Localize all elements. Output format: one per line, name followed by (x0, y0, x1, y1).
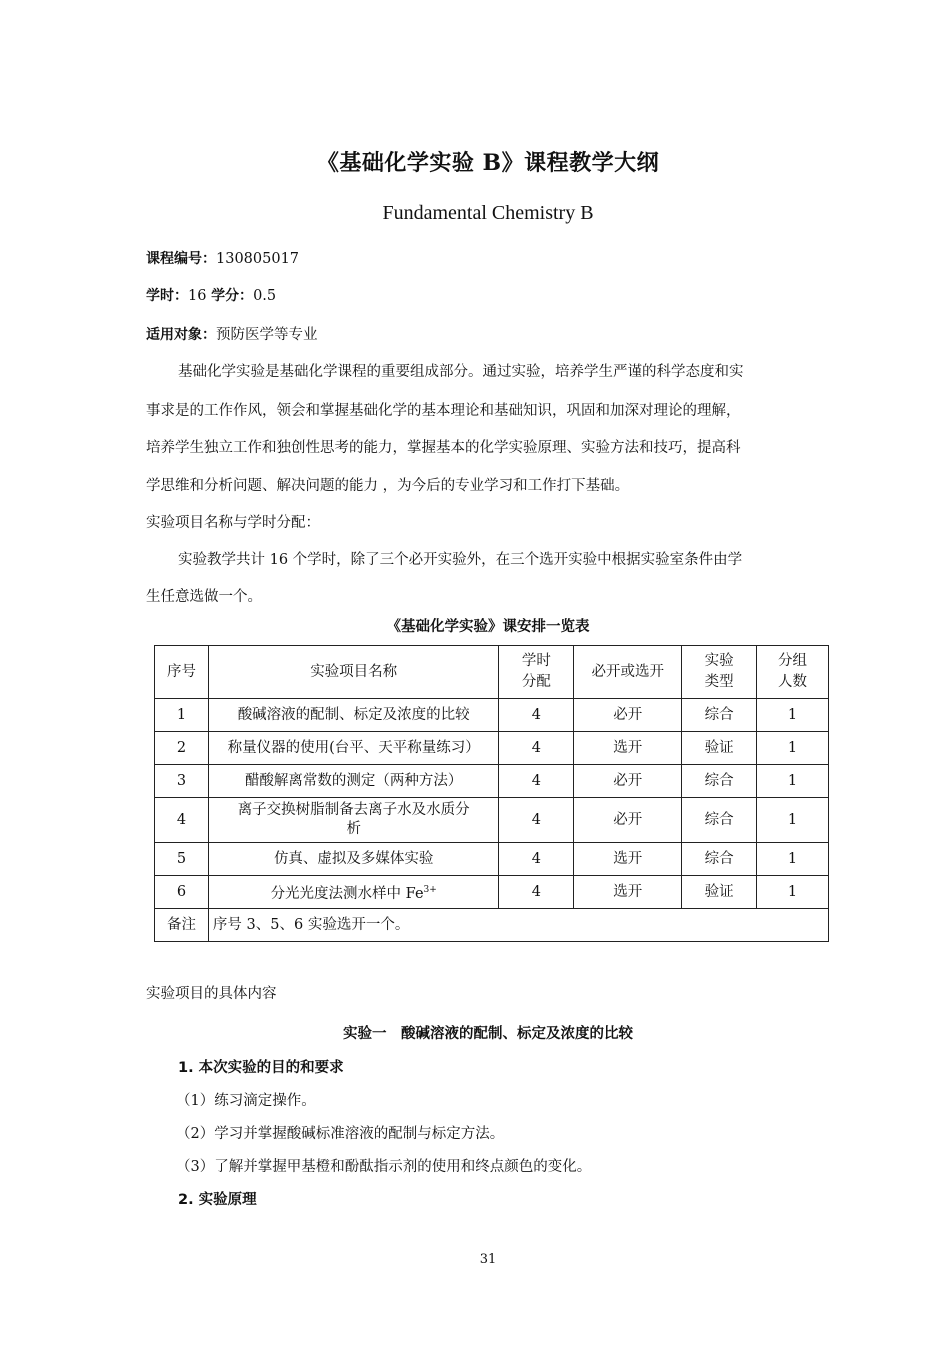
cell-type: 综合 (682, 765, 757, 798)
cell-required: 选开 (574, 876, 682, 909)
hours-credit-line (146, 285, 276, 305)
cell-hours: 4 (499, 798, 574, 843)
target-label: 适用对象： (146, 327, 216, 343)
note-text: 序号 3、5、6 实验选开一个。 (208, 909, 828, 942)
course-code-value: 130805017 (216, 251, 300, 267)
content-heading: 实验项目的具体内容 (146, 986, 277, 1002)
cell-type: 综合 (682, 798, 757, 843)
cell-hours: 4 (499, 765, 574, 798)
schedule-table (154, 645, 829, 942)
experiment-1-title: 实验一 酸碱溶液的配制、标定及浓度的比较 (343, 1026, 633, 1042)
table-row (155, 843, 829, 876)
header-group: 分组 人数 (757, 646, 829, 699)
cell-no: 1 (155, 699, 209, 732)
cell-group: 1 (757, 732, 829, 765)
cell-required: 选开 (574, 843, 682, 876)
cell-group: 1 (757, 798, 829, 843)
cell-group: 1 (757, 699, 829, 732)
cell-required: 必开 (574, 798, 682, 843)
table-header-row (155, 646, 829, 699)
exp1-section-2: 2. 实验原理 (178, 1192, 257, 1208)
cell-hours: 4 (499, 843, 574, 876)
cell-hours: 4 (499, 876, 574, 909)
cell-name: 仿真、虚拟及多媒体实验 (208, 843, 499, 876)
page-title: 《基础化学实验 B》课程教学大纲 (316, 150, 660, 176)
target-value: 预防医学等专业 (216, 327, 318, 343)
cell-group: 1 (757, 765, 829, 798)
cell-no: 4 (155, 798, 209, 843)
cell-name: 分光光度法测水样中 $Fe^{3+}$ (208, 876, 499, 909)
cell-name: 离子交换树脂制备去离子水及水质分 析 (208, 798, 499, 843)
exp1-section-1: 1. 本次实验的目的和要求 (178, 1060, 344, 1076)
table-note-row (155, 909, 829, 942)
course-code-line (146, 248, 299, 268)
cell-hours: 4 (499, 699, 574, 732)
exp1-item-1: （1）练习滴定操作。 (176, 1093, 316, 1109)
cell-no: 5 (155, 843, 209, 876)
table-row (155, 732, 829, 765)
cell-required: 必开 (574, 699, 682, 732)
cell-group: 1 (757, 843, 829, 876)
table-row (155, 765, 829, 798)
alloc-heading: 实验项目名称与学时分配： (146, 515, 320, 531)
cell-name: 酸碱溶液的配制、标定及浓度的比较 (208, 699, 499, 732)
exp1-item-3: （3）了解并掌握甲基橙和酚酞指示剂的使用和终点颜色的变化。 (176, 1159, 592, 1175)
cell-type: 综合 (682, 843, 757, 876)
cell-no: 2 (155, 732, 209, 765)
cell-type: 验证 (682, 732, 757, 765)
cell-type: 验证 (682, 876, 757, 909)
page-number: 31 (479, 1252, 497, 1267)
hours-value: 16 (188, 288, 207, 304)
cell-name: 称量仪器的使用(台平、天平称量练习） (208, 732, 499, 765)
course-code-label: 课程编号： (146, 251, 216, 267)
hours-label: 学时： (146, 288, 188, 304)
credit-label: 学分： (211, 288, 254, 304)
intro-line-4: 学思维和分析问题、解决问题的能力 ，为今后的专业学习和工作打下基础。 (146, 478, 630, 494)
cell-hours: 4 (499, 732, 574, 765)
target-line (146, 323, 318, 344)
intro-line-1: 基础化学实验是基础化学课程的重要组成部分。通过实验，培养学生严谨的科学态度和实 (178, 364, 744, 380)
header-type: 实验 类型 (682, 646, 757, 699)
table-row (155, 699, 829, 732)
exp1-item-2: （2）学习并掌握酸碱标准溶液的配制与标定方法。 (176, 1126, 505, 1142)
cell-required: 选开 (574, 732, 682, 765)
cell-no: 6 (155, 876, 209, 909)
table-title: 《基础化学实验》课安排一览表 (386, 619, 590, 635)
cell-type: 综合 (682, 699, 757, 732)
intro-line-3: 培养学生独立工作和独创性思考的能力，掌握基本的化学实验原理、实验方法和技巧，提高科 (146, 440, 741, 456)
cell-required: 必开 (574, 765, 682, 798)
cell-name: 醋酸解离常数的测定（两种方法） (208, 765, 499, 798)
page-subtitle: Fundamental Chemistry B (382, 202, 594, 224)
credit-value: 0.5 (253, 288, 277, 304)
header-name: 实验项目名称 (208, 646, 499, 699)
header-no: 序号 (155, 646, 209, 699)
table-row (155, 798, 829, 843)
header-required: 必开或选开 (574, 646, 682, 699)
note-label: 备注 (155, 909, 209, 942)
alloc-line-2: 生任意选做一个。 (146, 589, 262, 605)
alloc-line-1: 实验教学共计 16 个学时，除了三个必开实验外，在三个选开实验中根据实验室条件由学 (178, 552, 743, 568)
intro-line-2: 事求是的工作作风，领会和掌握基础化学的基本理论和基础知识，巩固和加深对理论的理解， (146, 403, 741, 419)
cell-no: 3 (155, 765, 209, 798)
table-row (155, 876, 829, 909)
header-hours: 学时 分配 (499, 646, 574, 699)
cell-group: 1 (757, 876, 829, 909)
